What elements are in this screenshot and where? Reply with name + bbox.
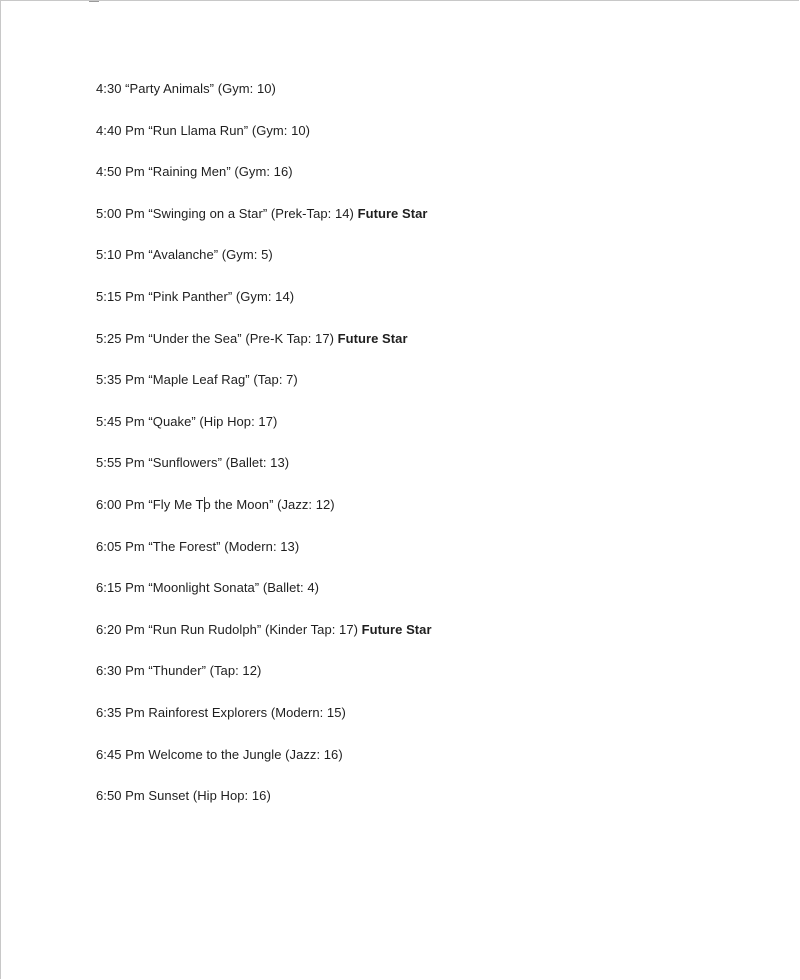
- entry-text: 6:45 Pm Welcome to the Jungle (Jazz: 16): [96, 746, 343, 762]
- entry-text-after-cursor: o the Moon” (Jazz: 12): [203, 496, 335, 512]
- entry-text: 5:35 Pm “Maple Leaf Rag” (Tap: 7): [96, 372, 298, 388]
- schedule-entry[interactable]: [96, 371, 432, 413]
- entry-text-before-cursor: 6:00 Pm “Fly Me T: [96, 496, 204, 512]
- future-star-tag: Future Star: [337, 330, 408, 346]
- entry-text: 6:35 Pm Rainforest Explorers (Modern: 15): [96, 704, 346, 720]
- entry-text: 6:20 Pm “Run Run Rudolph” (Kinder Tap: 17): [96, 621, 362, 637]
- entry-text: 5:45 Pm “Quake” (Hip Hop: 17): [96, 413, 278, 429]
- entry-text: 5:00 Pm “Swinging on a Star” (Prek-Tap: 14): [96, 205, 358, 221]
- schedule-entry[interactable]: [96, 246, 432, 288]
- future-star-tag: Future Star: [357, 205, 428, 221]
- schedule-entry[interactable]: [96, 163, 432, 205]
- schedule-entry[interactable]: [96, 746, 432, 788]
- entry-text: 6:05 Pm “The Forest” (Modern: 13): [96, 538, 300, 554]
- entry-text: 6:15 Pm “Moonlight Sonata” (Ballet: 4): [96, 580, 320, 596]
- schedule-entry[interactable]: [96, 454, 432, 496]
- schedule-list: [96, 80, 432, 829]
- entry-text: 6:50 Pm Sunset (Hip Hop: 16): [96, 788, 271, 804]
- schedule-entry[interactable]: [96, 80, 432, 122]
- schedule-entry[interactable]: [96, 205, 432, 247]
- schedule-entry[interactable]: [96, 579, 432, 621]
- schedule-entry-with-cursor[interactable]: [96, 496, 432, 538]
- schedule-entry[interactable]: [96, 538, 432, 580]
- schedule-entry[interactable]: [96, 122, 432, 164]
- entry-text: 5:55 Pm “Sunflowers” (Ballet: 13): [96, 455, 290, 471]
- entry-text: 4:30 “Party Animals” (Gym: 10): [96, 81, 276, 96]
- schedule-entry[interactable]: [96, 330, 432, 372]
- page-corner-mark: [89, 1, 99, 2]
- entry-text: 6:30 Pm “Thunder” (Tap: 12): [96, 663, 262, 679]
- entry-text: 5:15 Pm “Pink Panther” (Gym: 14): [96, 288, 295, 304]
- schedule-entry[interactable]: [96, 787, 432, 829]
- entry-text: 5:25 Pm “Under the Sea” (Pre-K Tap: 17): [96, 330, 338, 346]
- schedule-entry[interactable]: [96, 413, 432, 455]
- entry-text: 4:40 Pm “Run Llama Run” (Gym: 10): [96, 122, 311, 138]
- entry-text: 4:50 Pm “Raining Men” (Gym: 16): [96, 164, 293, 180]
- entry-text: 5:10 Pm “Avalanche” (Gym: 5): [96, 247, 273, 263]
- schedule-entry[interactable]: [96, 662, 432, 704]
- schedule-entry[interactable]: [96, 288, 432, 330]
- schedule-entry[interactable]: [96, 621, 432, 663]
- future-star-tag: Future Star: [361, 621, 432, 637]
- schedule-entry[interactable]: [96, 704, 432, 746]
